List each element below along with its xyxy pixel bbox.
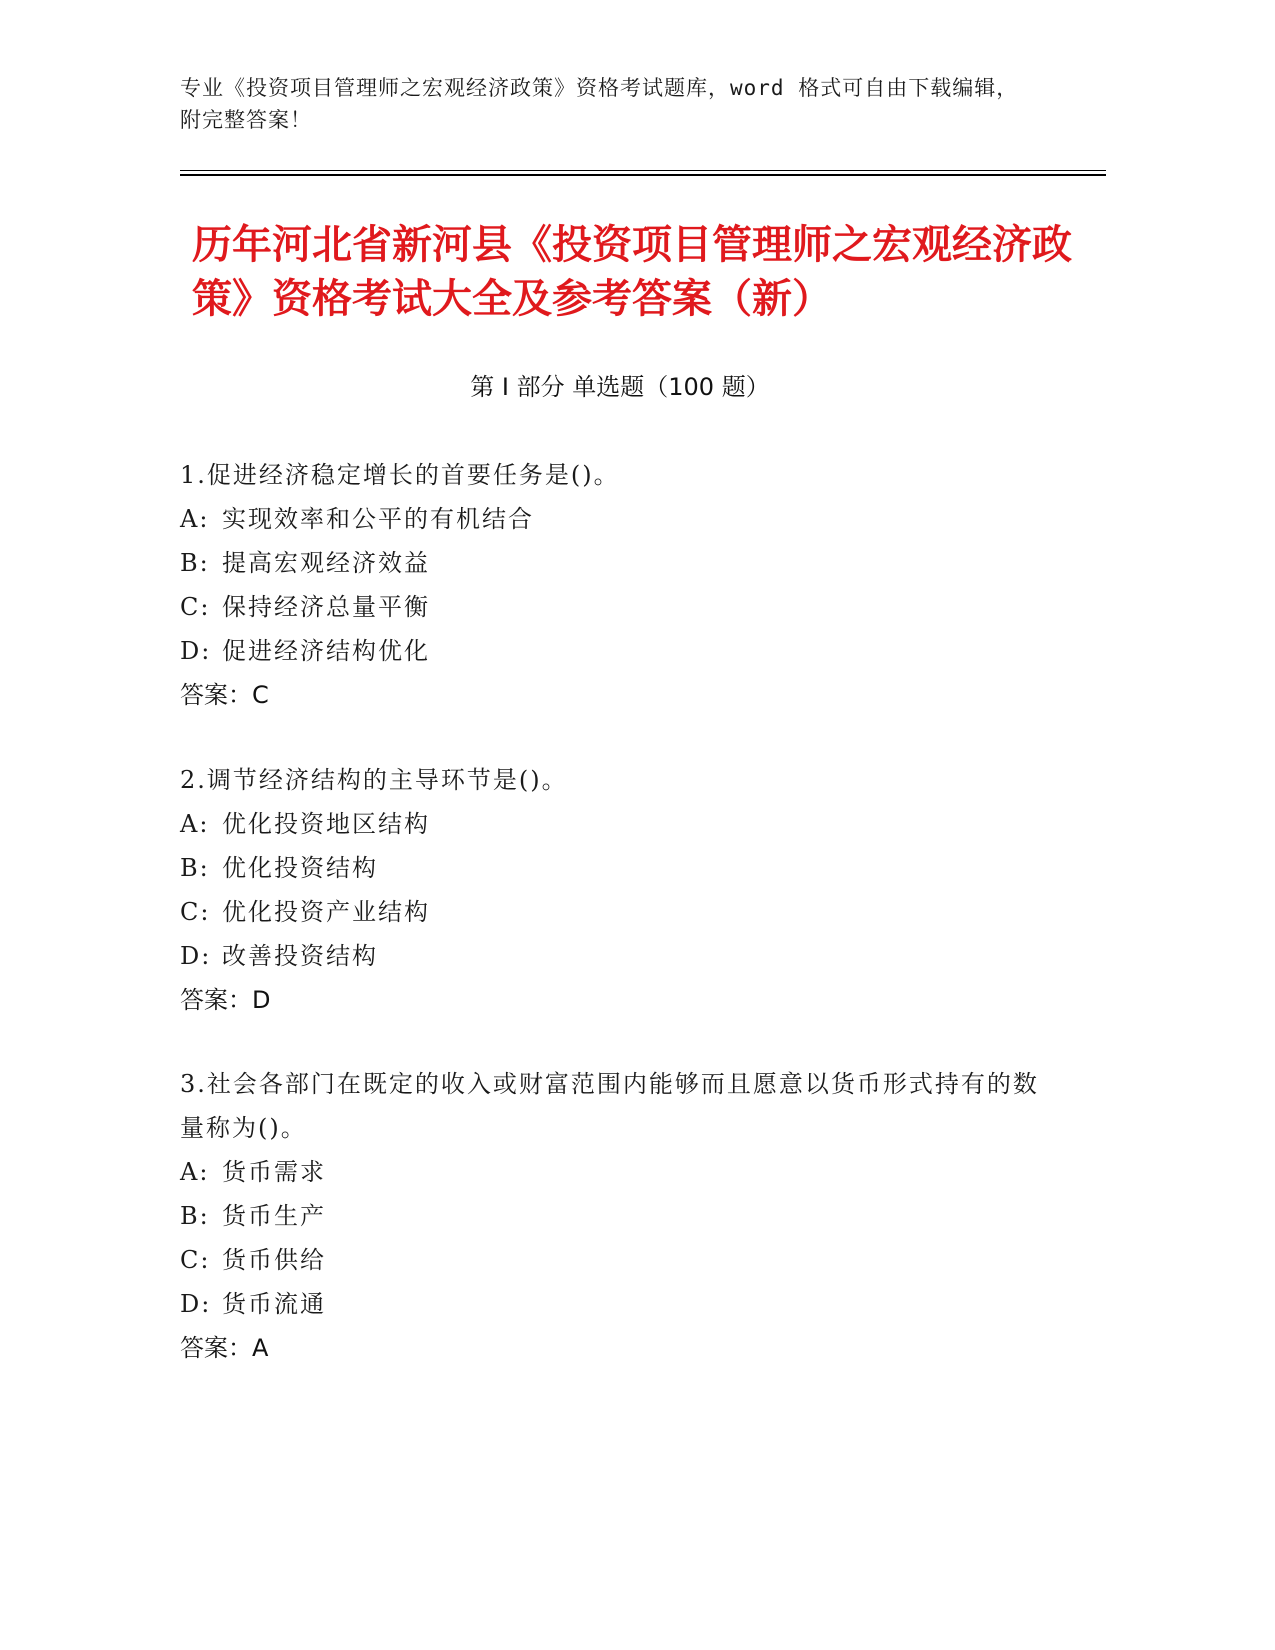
option-a	[180, 497, 1040, 541]
option-key: B:	[180, 549, 210, 577]
question-block	[180, 1062, 1040, 1370]
answer-line	[180, 1326, 1040, 1370]
option-text: 提高宏观经济效益	[222, 549, 430, 577]
answer-line	[180, 673, 1040, 717]
option-text: 实现效率和公平的有机结合	[222, 505, 534, 533]
option-key: A:	[180, 810, 210, 838]
answer-value: C	[252, 681, 269, 709]
option-a	[180, 1150, 1040, 1194]
question-block	[180, 453, 1040, 717]
option-text: 货币需求	[222, 1158, 326, 1186]
option-c	[180, 1238, 1040, 1282]
section-heading: 第 I 部分 单选题（100 题）	[470, 373, 770, 401]
question-block	[180, 758, 1040, 1022]
option-text: 货币生产	[222, 1202, 326, 1230]
option-a	[180, 802, 1040, 846]
header-note: 专业《投资项目管理师之宏观经济政策》资格考试题库，word 格式可自由下载编辑，附完整答案！	[180, 76, 1019, 132]
option-key: A:	[180, 1158, 210, 1186]
option-key: D:	[180, 942, 212, 970]
option-text: 货币流通	[222, 1290, 326, 1318]
question-stem: 2.调节经济结构的主导环节是()。	[180, 766, 568, 794]
answer-label: 答案：	[180, 681, 252, 709]
question-stem: 1.促进经济稳定增长的首要任务是()。	[180, 461, 620, 489]
answer-value: D	[252, 986, 271, 1014]
option-b	[180, 846, 1040, 890]
option-d	[180, 934, 1040, 978]
option-c	[180, 890, 1040, 934]
option-d	[180, 1282, 1040, 1326]
option-key: D:	[180, 637, 212, 665]
document-title: 历年河北省新河县《投资项目管理师之宏观经济政策》资格考试大全及参考答案（新）	[192, 222, 1072, 322]
option-text: 促进经济结构优化	[222, 637, 430, 665]
option-key: B:	[180, 1202, 210, 1230]
option-key: C:	[180, 1246, 211, 1274]
option-b	[180, 1194, 1040, 1238]
answer-line	[180, 978, 1040, 1022]
option-key: C:	[180, 898, 211, 926]
answer-label: 答案：	[180, 986, 252, 1014]
option-text: 货币供给	[222, 1246, 326, 1274]
option-key: A:	[180, 505, 210, 533]
question-stem: 3.社会各部门在既定的收入或财富范围内能够而且愿意以货币形式持有的数量称为()。	[180, 1070, 1039, 1142]
answer-label: 答案：	[180, 1334, 252, 1362]
option-key: C:	[180, 593, 211, 621]
option-b	[180, 541, 1040, 585]
header-divider-thin	[180, 170, 1106, 171]
option-key: D:	[180, 1290, 212, 1318]
answer-value: A	[252, 1334, 269, 1362]
option-d	[180, 629, 1040, 673]
option-text: 优化投资结构	[222, 854, 378, 882]
option-key: B:	[180, 854, 210, 882]
option-text: 保持经济总量平衡	[222, 593, 430, 621]
header-divider-thick	[180, 174, 1106, 176]
option-text: 优化投资产业结构	[222, 898, 430, 926]
option-c	[180, 585, 1040, 629]
option-text: 改善投资结构	[222, 942, 378, 970]
option-text: 优化投资地区结构	[222, 810, 430, 838]
